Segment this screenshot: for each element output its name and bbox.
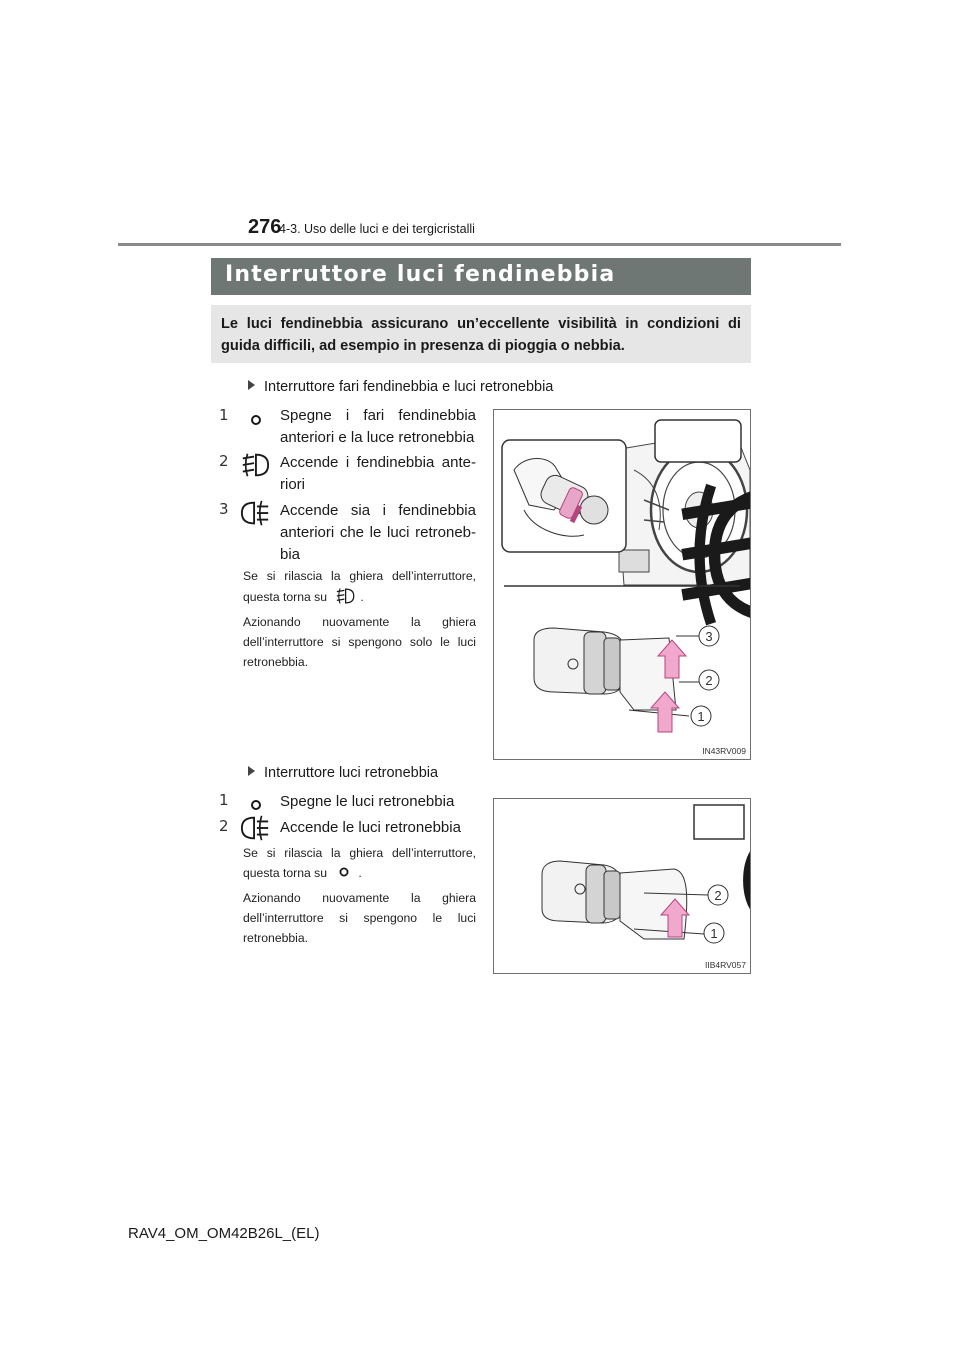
off-icon bbox=[246, 795, 266, 815]
front-fog-icon bbox=[240, 450, 270, 480]
note-text: Se si rilascia la ghiera dell’interruttore, questa torna su . bbox=[243, 846, 476, 880]
callout-1: 1 bbox=[710, 926, 718, 941]
front-fog-icon bbox=[332, 586, 358, 606]
page-number: 276 bbox=[248, 216, 282, 238]
item-number: 1 bbox=[219, 791, 229, 809]
section1-heading: Interruttore fari fendinebbia e luci retronebbia bbox=[248, 379, 553, 395]
rear-fog-icon bbox=[240, 813, 270, 843]
item-number: 2 bbox=[219, 452, 229, 470]
triangle-bullet-icon bbox=[248, 766, 255, 776]
intro-box bbox=[211, 305, 751, 363]
figure-code: IN43RV009 bbox=[702, 746, 746, 756]
callout-2: 2 bbox=[714, 888, 722, 903]
figure-fog-switch bbox=[493, 409, 751, 760]
section2-heading: Interruttore luci retronebbia bbox=[248, 765, 438, 781]
front-rear-fog-icon bbox=[240, 498, 270, 528]
note-text: Se si rilascia la ghiera dell’interruttore, questa torna su . bbox=[243, 569, 476, 604]
callout-3: 3 bbox=[705, 629, 713, 644]
rear-fog-switch-illustration bbox=[494, 799, 750, 973]
callout-2: 2 bbox=[705, 673, 713, 688]
figure-rear-fog-switch bbox=[493, 798, 751, 974]
header-rule bbox=[118, 243, 841, 246]
item-text: Accende sia i fendinebbia anteriori che le luci retroneb- bia bbox=[280, 502, 476, 563]
intro-text: Le luci fendinebbia assicurano un’eccellente visibilità in condizioni di guida difficili, ad esempio in presenza di pioggia o nebbia. bbox=[221, 316, 741, 354]
triangle-bullet-icon bbox=[248, 380, 255, 390]
item-number: 3 bbox=[219, 500, 229, 518]
page-title: Interruttore luci fendinebbia bbox=[225, 262, 616, 287]
title-bar bbox=[211, 258, 751, 295]
section-breadcrumb: 4-3. Uso delle luci e dei tergicristalli bbox=[279, 222, 475, 236]
figure-code: IIB4RV057 bbox=[705, 960, 746, 970]
item-text: Accende le luci retronebbia bbox=[280, 819, 461, 836]
item-text: Accende i fendinebbia ante- riori bbox=[280, 454, 476, 493]
note-text: Azionando nuovamente la ghiera dell’interruttore si spengono solo le luci retronebbia. bbox=[243, 615, 476, 669]
off-icon bbox=[246, 410, 266, 430]
item-number: 1 bbox=[219, 406, 229, 424]
off-icon bbox=[334, 863, 354, 881]
fog-switch-illustration bbox=[494, 410, 750, 759]
callout-1: 1 bbox=[697, 709, 705, 724]
item-number: 2 bbox=[219, 817, 229, 835]
footer-code: RAV4_OM_OM42B26L_(EL) bbox=[128, 1225, 320, 1242]
item-text: Spegne le luci retronebbia bbox=[280, 793, 455, 810]
note-text: Azionando nuovamente la ghiera dell’interruttore si spengono le luci retronebbia. bbox=[243, 891, 476, 945]
item-text: Spegne i fari fendinebbia anteriori e la luce retronebbia bbox=[280, 407, 476, 446]
